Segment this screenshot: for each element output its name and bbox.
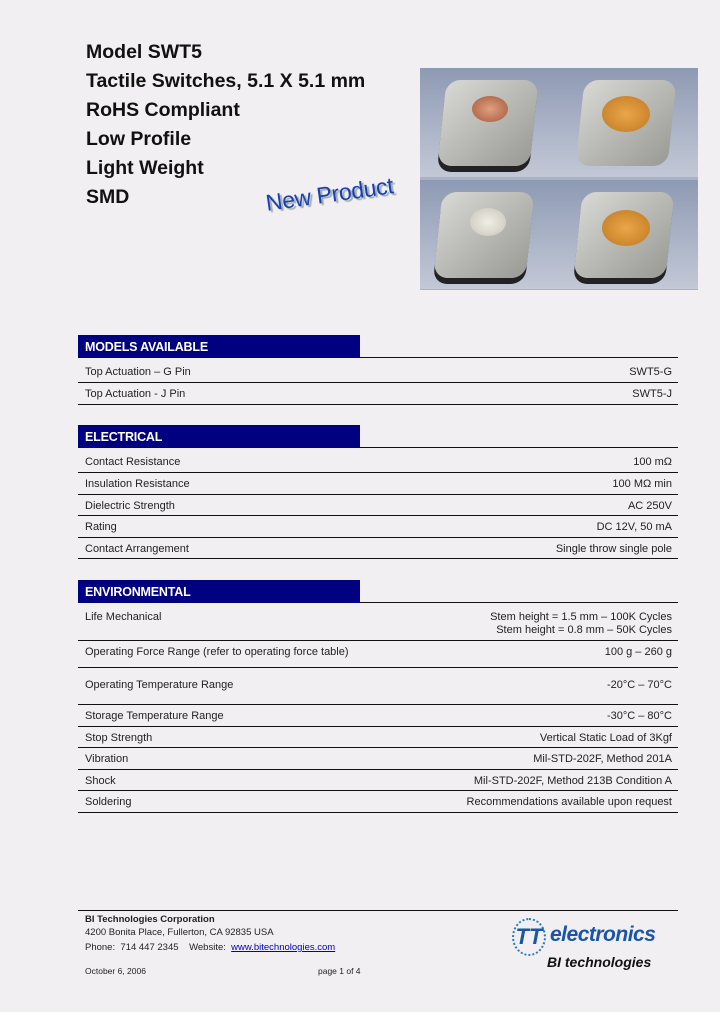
table-row bbox=[78, 668, 678, 705]
table-row bbox=[78, 727, 678, 748]
table-row bbox=[78, 516, 678, 538]
new-product-badge: New Product bbox=[264, 172, 395, 216]
row-value: Single throw single pole bbox=[555, 543, 672, 555]
table-row bbox=[78, 495, 678, 516]
row-label: Operating Force Range (refer to operating force table) bbox=[85, 646, 349, 658]
row-label: Top Actuation – G Pin bbox=[85, 366, 191, 378]
website-link[interactable]: www.bitechnologies.com bbox=[231, 942, 336, 953]
website-label: Website: bbox=[189, 942, 226, 953]
row-value: 100 mΩ bbox=[633, 456, 672, 468]
row-label: Vibration bbox=[85, 753, 129, 765]
row-label: Storage Temperature Range bbox=[85, 710, 224, 722]
section-header: ENVIRONMENTAL bbox=[78, 580, 360, 603]
row-value: AC 250V bbox=[627, 500, 672, 512]
row-value: -20°C – 70°C bbox=[606, 679, 672, 691]
table-row bbox=[78, 603, 678, 641]
title-model: Model SWT5 bbox=[86, 41, 202, 63]
title-type: Tactile Switches, 5.1 X 5.1 mm bbox=[86, 70, 366, 92]
title-rohs: RoHS Compliant bbox=[86, 99, 240, 121]
row-label: Rating bbox=[85, 521, 117, 533]
title-smd: SMD bbox=[86, 186, 130, 208]
phone-label: Phone: bbox=[85, 942, 116, 953]
row-label: Dielectric Strength bbox=[85, 500, 175, 512]
section-header: ELECTRICAL bbox=[78, 425, 360, 448]
logo-subtitle: BI technologies bbox=[547, 954, 652, 970]
footer-company: BI Technologies Corporation bbox=[85, 914, 215, 925]
row-label: Insulation Resistance bbox=[85, 478, 190, 490]
row-label: Life Mechanical bbox=[85, 611, 162, 623]
row-value: Mil-STD-202F, Method 213B Condition A bbox=[473, 775, 672, 787]
footer-divider bbox=[78, 910, 678, 911]
tt-logo-icon: TT bbox=[512, 918, 546, 956]
row-value: Recommendations available upon request bbox=[466, 796, 672, 808]
row-label: Shock bbox=[85, 775, 116, 787]
table-row bbox=[78, 791, 678, 813]
phone-number: 714 447 2345 bbox=[120, 942, 179, 953]
section-header: MODELS AVAILABLE bbox=[78, 335, 360, 358]
row-label: Contact Resistance bbox=[85, 456, 181, 468]
footer-date: October 6, 2006 bbox=[85, 966, 146, 976]
product-photo bbox=[420, 68, 698, 290]
row-value: SWT5-J bbox=[632, 388, 672, 400]
table-row bbox=[78, 770, 678, 791]
row-label: Soldering bbox=[85, 796, 132, 808]
models-section bbox=[78, 335, 678, 405]
row-value: Vertical Static Load of 3Kgf bbox=[539, 732, 672, 744]
row-label: Operating Temperature Range bbox=[85, 679, 234, 691]
electrical-section bbox=[78, 425, 678, 559]
table-row bbox=[78, 705, 678, 727]
table-row bbox=[78, 448, 678, 473]
table-row bbox=[78, 473, 678, 495]
row-value: Stem height = 1.5 mm – 100K Cycles bbox=[490, 611, 672, 623]
logo-brand: electronics bbox=[550, 923, 656, 946]
row-value: 100 g – 260 g bbox=[604, 646, 672, 658]
row-value: -30°C – 80°C bbox=[606, 710, 672, 722]
row-value: 100 MΩ min bbox=[612, 478, 672, 490]
row-value-2: Stem height = 0.8 mm – 50K Cycles bbox=[496, 624, 672, 636]
row-label: Stop Strength bbox=[85, 732, 153, 744]
footer-page: page 1 of 4 bbox=[318, 966, 361, 976]
row-value: Mil-STD-202F, Method 201A bbox=[533, 753, 672, 765]
environmental-section bbox=[78, 580, 678, 813]
row-value: DC 12V, 50 mA bbox=[596, 521, 672, 533]
row-label: Contact Arrangement bbox=[85, 543, 189, 555]
footer-address: 4200 Bonita Place, Fullerton, CA 92835 USA bbox=[85, 927, 274, 938]
row-label: Top Actuation - J Pin bbox=[85, 388, 186, 400]
table-row bbox=[78, 383, 678, 405]
tt-electronics-logo bbox=[500, 915, 660, 975]
row-value: SWT5-G bbox=[629, 366, 672, 378]
title-weight: Light Weight bbox=[86, 157, 204, 179]
table-row bbox=[78, 748, 678, 770]
title-profile: Low Profile bbox=[86, 128, 192, 150]
footer-contact bbox=[85, 942, 335, 953]
table-row bbox=[78, 538, 678, 559]
table-row bbox=[78, 641, 678, 668]
table-row bbox=[78, 358, 678, 383]
